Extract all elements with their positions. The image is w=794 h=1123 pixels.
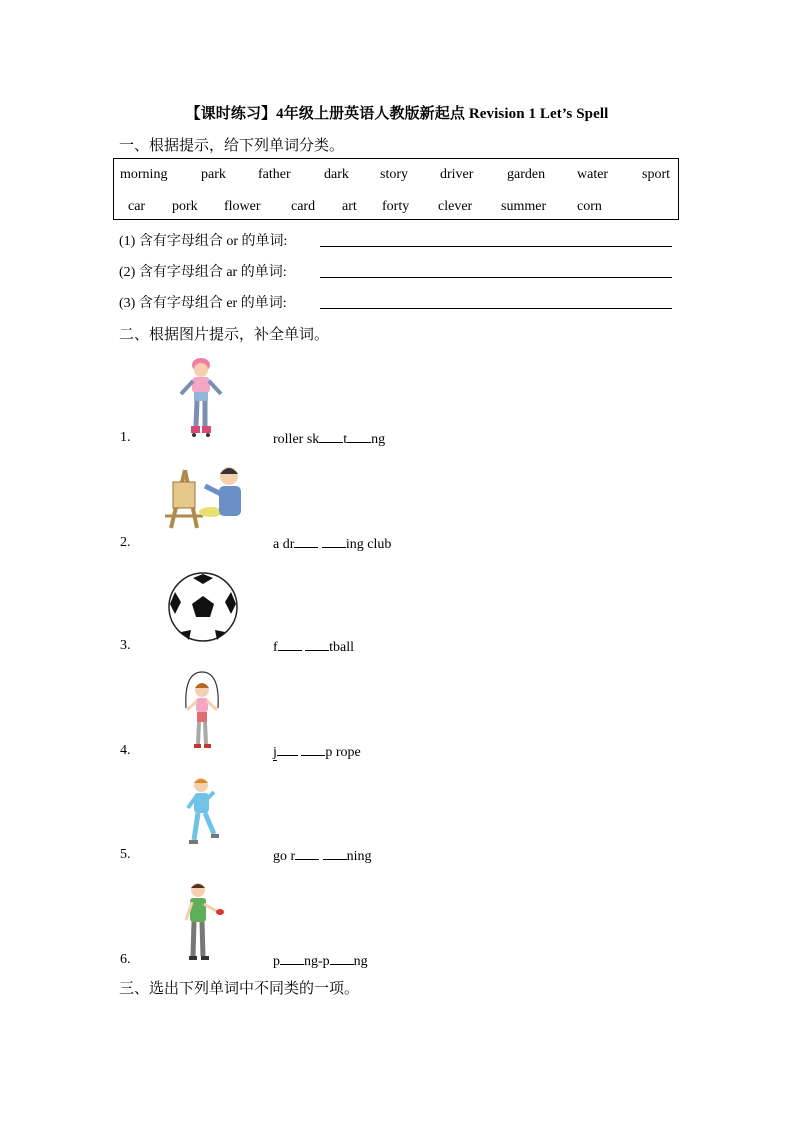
- question-or: (1) 含有字母组合 or 的单词:: [119, 230, 287, 250]
- letter-blank[interactable]: [347, 430, 371, 443]
- soccer-ball-icon: [167, 572, 239, 642]
- word-item: garden: [507, 167, 546, 182]
- question-er: (3) 含有字母组合 er 的单词:: [119, 292, 287, 312]
- word-hint: a dr ing club: [273, 537, 392, 552]
- item-number: 5.: [120, 847, 131, 862]
- letter-blank[interactable]: [295, 847, 319, 860]
- letter-blank[interactable]: [305, 638, 329, 651]
- word-item: clever: [438, 199, 473, 214]
- letter-blank[interactable]: [278, 638, 302, 651]
- answer-blank[interactable]: [320, 246, 672, 247]
- answer-blank[interactable]: [320, 308, 672, 309]
- letter-blank[interactable]: [294, 535, 318, 548]
- word-item: card: [291, 199, 316, 214]
- letter-blank[interactable]: [323, 847, 347, 860]
- word-item: summer: [501, 199, 547, 214]
- word-item: corn: [577, 199, 602, 214]
- answer-blank[interactable]: [320, 277, 672, 278]
- word-item: forty: [382, 199, 410, 214]
- word-item: water: [577, 167, 609, 182]
- section1-heading: 一、根据提示，给下列单词分类。: [119, 138, 345, 154]
- word-item: art: [342, 199, 357, 214]
- word-item: driver: [440, 167, 474, 182]
- word-hint: j p rope: [273, 745, 361, 760]
- word-item: park: [201, 167, 226, 182]
- jump-rope-girl-icon: [180, 668, 224, 752]
- item-number: 6.: [120, 952, 131, 967]
- item-number: 2.: [120, 535, 131, 550]
- word-item: sport: [642, 167, 670, 182]
- word-item: car: [128, 199, 146, 214]
- letter-blank[interactable]: [280, 952, 304, 965]
- item-number: 3.: [120, 638, 131, 653]
- section2-heading: 二、根据图片提示，补全单词。: [119, 327, 330, 343]
- running-boy-icon: [184, 776, 220, 848]
- word-hint: p ng-p ng: [273, 954, 368, 969]
- page-title: 【课时练习】4年级上册英语人教版新起点 Revision 1 Let’s Spell: [185, 106, 609, 122]
- letter-blank[interactable]: [319, 430, 343, 443]
- word-hint: f tball: [273, 640, 355, 655]
- section3-heading: 三、选出下列单词中不同类的一项。: [119, 981, 360, 997]
- word-hint: go r ning: [273, 849, 372, 864]
- letter-blank[interactable]: [301, 743, 325, 756]
- ping-pong-man-icon: [180, 880, 224, 962]
- word-box: [113, 158, 679, 220]
- question-ar: (2) 含有字母组合 ar 的单词:: [119, 261, 287, 281]
- roller-skating-girl-icon: [176, 356, 226, 438]
- word-item: dark: [324, 167, 349, 182]
- word-item: father: [258, 167, 291, 182]
- item-number: 4.: [120, 743, 131, 758]
- word-item: pork: [172, 199, 198, 214]
- word-item: morning: [120, 167, 168, 182]
- word-hint: roller sk t ng: [273, 432, 386, 447]
- letter-blank[interactable]: [277, 743, 298, 756]
- word-item: story: [380, 167, 408, 182]
- item-number: 1.: [120, 430, 131, 445]
- painting-boy-icon: [163, 462, 245, 530]
- word-item: flower: [224, 199, 261, 214]
- letter-blank[interactable]: [322, 535, 346, 548]
- letter-blank[interactable]: [330, 952, 354, 965]
